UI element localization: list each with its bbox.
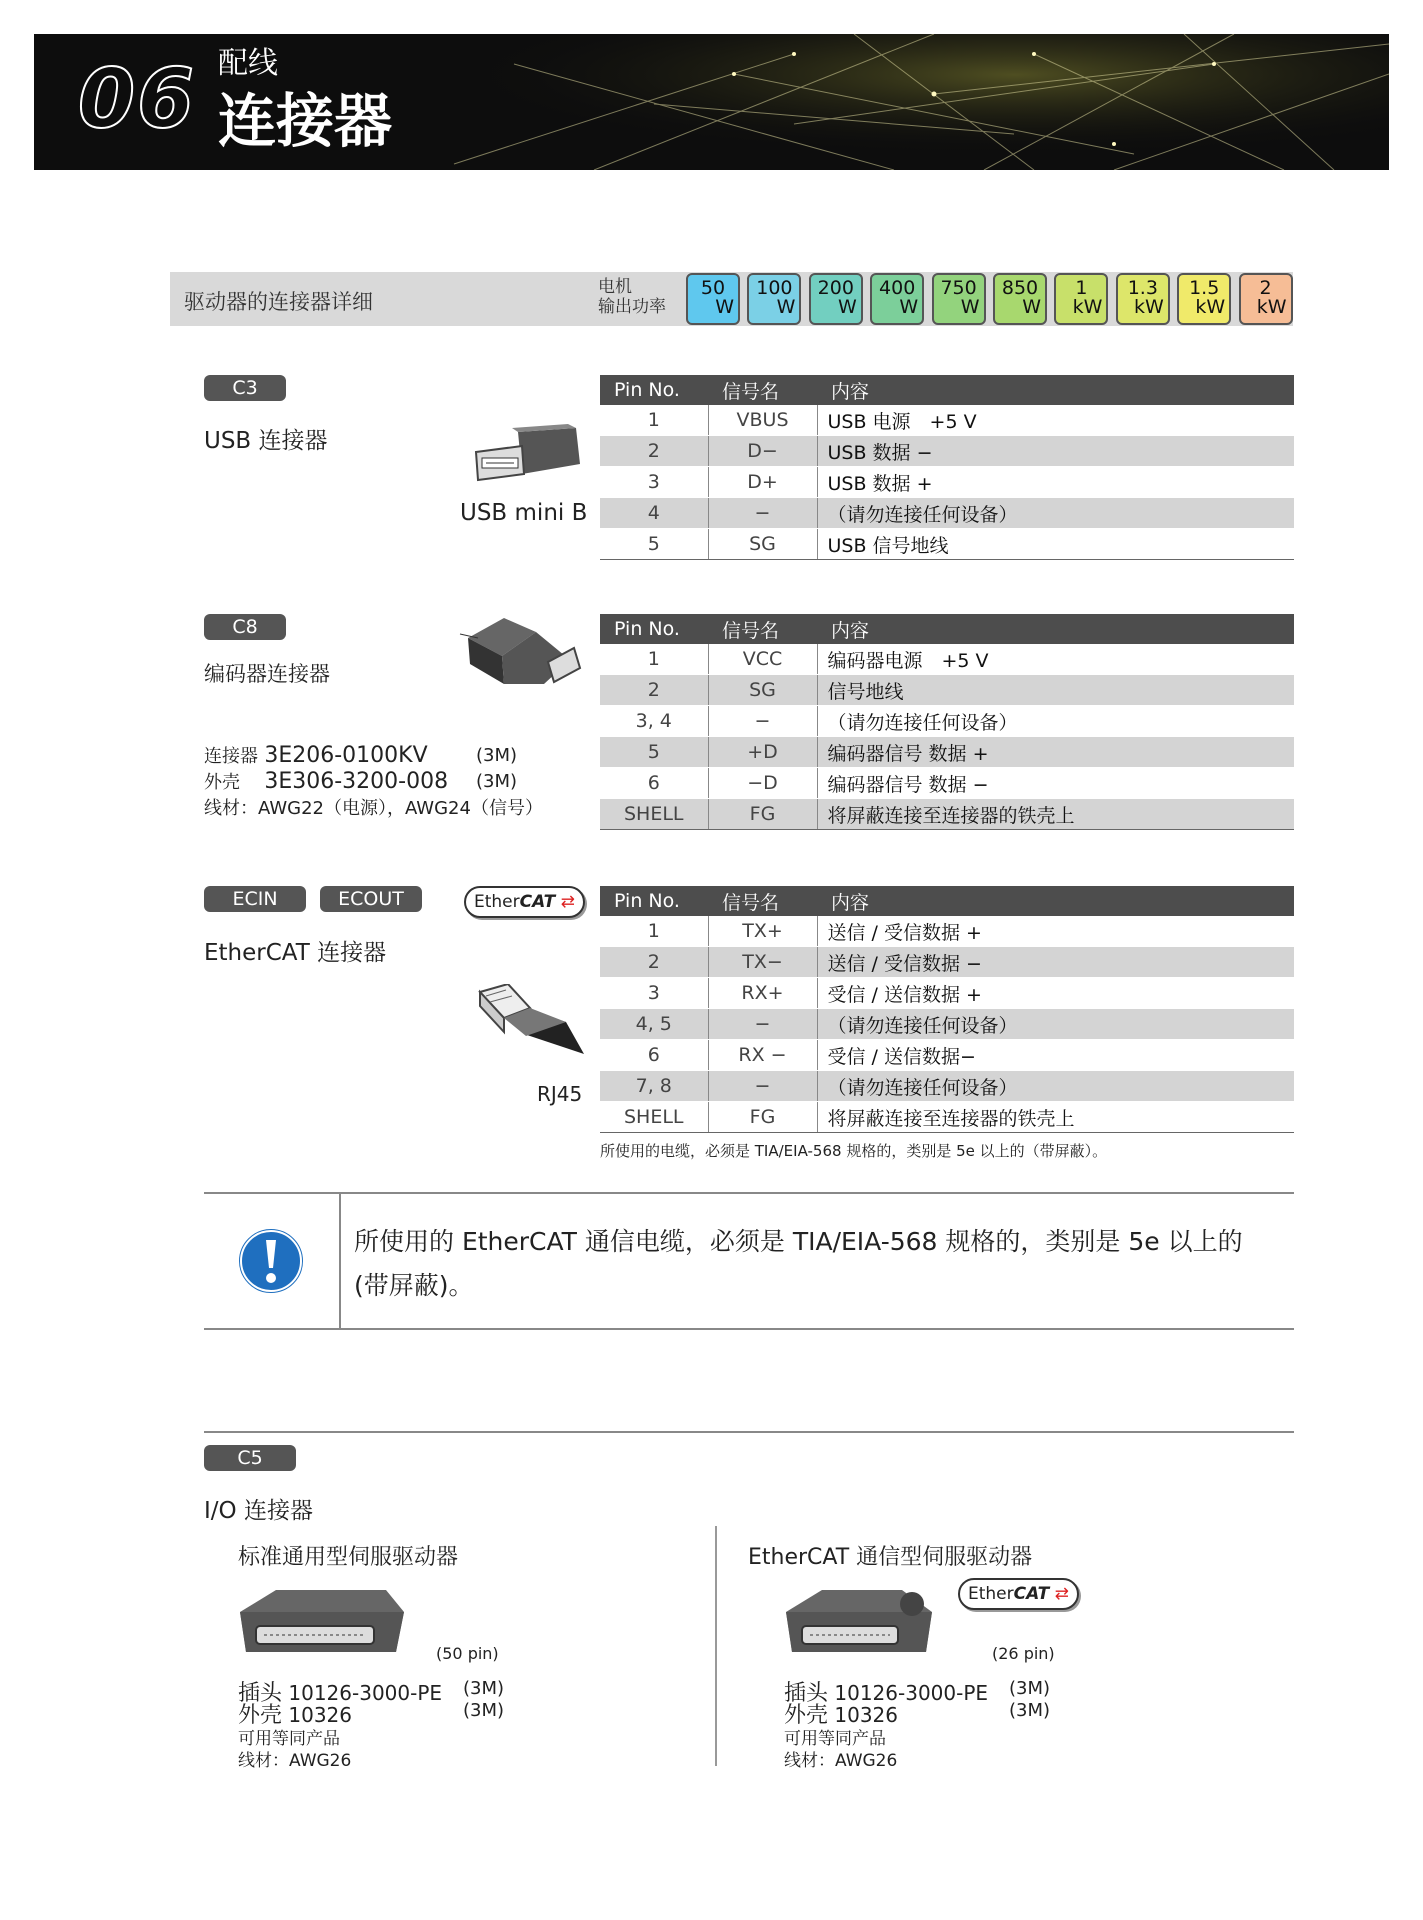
content-cell: 受信 / 送信数据 + — [817, 978, 1294, 1009]
power-unit: kW — [1256, 296, 1287, 318]
tag-c3: C3 — [204, 375, 286, 401]
signal-cell: −D — [708, 768, 817, 799]
table-row — [600, 675, 1294, 706]
ethercat-pin-table — [600, 886, 1294, 1133]
signal-cell: FG — [708, 799, 817, 830]
power-badge — [686, 273, 740, 325]
power-badge — [1116, 273, 1170, 325]
pin-no-cell: 5 — [600, 737, 708, 768]
signal-cell: TX− — [708, 947, 817, 978]
spec-value: 10326 — [834, 1703, 898, 1727]
section-subtitle: 配线 — [218, 46, 278, 81]
left-equiv: 可用等同产品 — [238, 1729, 340, 1749]
spec-value: 10126-3000-PE — [288, 1681, 443, 1705]
spec-value: 3E306-3200-008 — [264, 769, 449, 794]
col-pin-no: Pin No. — [600, 886, 708, 916]
encoder-connector-title: 编码器连接器 — [204, 662, 330, 686]
notice-bottom-rule — [204, 1328, 1294, 1330]
power-value: 1.3 — [1127, 277, 1158, 299]
encoder-spec-shell-maker: (3M) — [476, 771, 518, 792]
content-cell: USB 信号地线 — [817, 529, 1294, 560]
left-plug-maker: (3M) — [463, 1678, 505, 1699]
ethercat-connector-title: EtherCAT 连接器 — [204, 940, 387, 966]
ethercat-cable-note: 所使用的电缆，必须是 TIA/EIA-568 规格的，类别是 5e 以上的（带屏蔽）。 — [600, 1142, 1108, 1160]
signal-cell: − — [708, 498, 817, 529]
standard-drive-heading: 标准通用型伺服驱动器 — [238, 1545, 459, 1570]
content-cell: 将屏蔽连接至连接器的铁壳上 — [817, 1102, 1294, 1133]
right-wire: 线材：AWG26 — [784, 1751, 898, 1771]
power-value: 2 — [1259, 277, 1272, 299]
power-value: 200 — [817, 277, 854, 299]
signal-cell: D+ — [708, 467, 817, 498]
encoder-pin-table — [600, 614, 1294, 830]
signal-cell: − — [708, 1009, 817, 1040]
motor-label-line1: 电机 — [598, 277, 632, 297]
right-equiv: 可用等同产品 — [784, 1729, 886, 1749]
table-row — [600, 947, 1294, 978]
arrow-icon: ⇄ — [560, 892, 575, 912]
encoder-spec-connector — [204, 742, 428, 768]
logo-text-a: Ether — [968, 1584, 1014, 1604]
col-signal: 信号名 — [708, 614, 817, 644]
pin-no-cell: 7, 8 — [600, 1071, 708, 1102]
notice-text — [354, 1220, 1243, 1308]
content-cell: 编码器信号 数据 − — [817, 768, 1294, 799]
col-signal: 信号名 — [708, 375, 817, 405]
table-row — [600, 978, 1294, 1009]
section-number: 06 — [78, 52, 197, 147]
spec-value: 10126-3000-PE — [834, 1681, 989, 1705]
tag-ecin: ECIN — [204, 886, 306, 912]
pin-no-cell: 6 — [600, 768, 708, 799]
rj45-label: RJ45 — [537, 1082, 583, 1106]
power-unit: kW — [1072, 296, 1103, 318]
signal-cell: +D — [708, 737, 817, 768]
table-row — [600, 799, 1294, 830]
notice-line-1: 所使用的 EtherCAT 通信电缆，必须是 TIA/EIA-568 规格的，类别是 5e 以上的 — [354, 1227, 1243, 1256]
power-value: 50 — [700, 277, 726, 299]
table-row — [600, 706, 1294, 737]
encoder-wire-spec: 线材：AWG22（电源），AWG24（信号） — [204, 798, 543, 819]
usb-connector-title: USB 连接器 — [204, 428, 328, 454]
ethercat-drive-heading: EtherCAT 通信型伺服驱动器 — [748, 1545, 1033, 1570]
content-cell: 送信 / 受信数据 + — [817, 916, 1294, 947]
col-content: 内容 — [817, 375, 1294, 405]
power-value: 850 — [1001, 277, 1039, 299]
content-cell: （请勿连接任何设备） — [817, 706, 1294, 737]
col-pin-no: Pin No. — [600, 614, 708, 644]
exclamation-icon — [236, 1226, 306, 1296]
signal-cell: RX+ — [708, 978, 817, 1009]
arrow-icon: ⇄ — [1054, 1584, 1069, 1604]
usb-image-label: USB mini B — [460, 500, 588, 526]
tag-c5: C5 — [204, 1445, 296, 1471]
table-row — [600, 768, 1294, 799]
table-row — [600, 1009, 1294, 1040]
content-cell: 编码器电源 +5 V — [817, 644, 1294, 675]
c5-column-divider — [715, 1526, 717, 1766]
notice-top-rule — [204, 1192, 1294, 1194]
pin-no-cell: 2 — [600, 436, 708, 467]
ethercat-logo — [464, 886, 585, 918]
power-badge — [809, 273, 863, 325]
right-plug-maker: (3M) — [1009, 1678, 1051, 1699]
content-cell: （请勿连接任何设备） — [817, 1009, 1294, 1040]
notice-line-2: (带屏蔽)。 — [354, 1271, 474, 1300]
power-unit: kW — [1195, 296, 1226, 318]
table-row — [600, 405, 1294, 436]
power-unit: kW — [1134, 296, 1164, 318]
power-badge — [932, 273, 986, 325]
power-unit: W — [776, 296, 796, 318]
table-row — [600, 644, 1294, 675]
pin-no-cell: 1 — [600, 916, 708, 947]
right-pin-count: (26 pin) — [992, 1644, 1055, 1663]
table-row — [600, 1040, 1294, 1071]
signal-cell: VBUS — [708, 405, 817, 436]
pin-no-cell: 1 — [600, 405, 708, 436]
usb-pin-table — [600, 375, 1294, 560]
table-row — [600, 1102, 1294, 1133]
table-row — [600, 436, 1294, 467]
content-cell: （请勿连接任何设备） — [817, 1071, 1294, 1102]
spec-label: 插头 — [784, 1681, 829, 1706]
table-row — [600, 467, 1294, 498]
notice-divider — [339, 1192, 341, 1329]
content-cell: 编码器信号 数据 + — [817, 737, 1294, 768]
content-cell: USB 电源 +5 V — [817, 405, 1294, 436]
signal-cell: SG — [708, 675, 817, 706]
pin-no-cell: 4, 5 — [600, 1009, 708, 1040]
logo-text-b: CAT — [1013, 1584, 1050, 1604]
encoder-spec-shell — [204, 768, 448, 794]
pin-no-cell: 3, 4 — [600, 706, 708, 737]
power-value: 1.5 — [1189, 277, 1220, 299]
spec-label: 外壳 — [784, 1703, 829, 1728]
power-badge — [1239, 273, 1293, 325]
power-unit: W — [899, 296, 919, 318]
ethercat-logo — [958, 1578, 1079, 1610]
content-cell: USB 数据 − — [817, 436, 1294, 467]
pin-no-cell: 1 — [600, 644, 708, 675]
signal-cell: SG — [708, 529, 817, 560]
encoder-connector-image — [458, 612, 583, 702]
signal-cell: FG — [708, 1102, 817, 1133]
spec-label: 外壳 — [204, 772, 240, 793]
table-row — [600, 737, 1294, 768]
logo-text-b: CAT — [519, 892, 556, 912]
left-pin-count: (50 pin) — [436, 1644, 499, 1663]
content-cell: （请勿连接任何设备） — [817, 498, 1294, 529]
power-unit: W — [715, 296, 734, 318]
power-unit: W — [1022, 296, 1041, 318]
power-value: 400 — [879, 277, 916, 299]
content-cell: 将屏蔽连接至连接器的铁壳上 — [817, 799, 1294, 830]
pin-no-cell: SHELL — [600, 1102, 708, 1133]
spec-value: 3E206-0100KV — [264, 743, 428, 768]
io-connector-title: I/O 连接器 — [204, 1498, 313, 1524]
table-row — [600, 1071, 1294, 1102]
right-shell-maker: (3M) — [1009, 1700, 1051, 1721]
power-unit: W — [960, 296, 980, 318]
left-wire: 线材：AWG26 — [238, 1751, 352, 1771]
pin-no-cell: 4 — [600, 498, 708, 529]
pin-no-cell: SHELL — [600, 799, 708, 830]
tag-ecout: ECOUT — [320, 886, 422, 912]
power-value: 1 — [1075, 277, 1088, 299]
rj45-connector-image — [474, 984, 589, 1064]
spec-value: 10326 — [288, 1703, 352, 1727]
pin-no-cell: 5 — [600, 529, 708, 560]
pin-no-cell: 3 — [600, 467, 708, 498]
motor-label-line2: 输出功率 — [598, 297, 666, 317]
power-badge — [870, 273, 924, 325]
motor-output-label — [598, 277, 666, 317]
content-cell: USB 数据 + — [817, 467, 1294, 498]
power-value: 750 — [940, 277, 977, 299]
signal-cell: D− — [708, 436, 817, 467]
left-shell-maker: (3M) — [463, 1700, 505, 1721]
power-badge — [993, 273, 1047, 325]
io-26pin-connector-image — [782, 1582, 952, 1672]
io-50pin-connector-image — [236, 1582, 406, 1672]
signal-cell: TX+ — [708, 916, 817, 947]
power-badge — [747, 273, 801, 325]
encoder-spec-connector-maker: (3M) — [476, 745, 518, 766]
c5-top-rule — [204, 1431, 1294, 1433]
tag-c8: C8 — [204, 614, 286, 640]
col-signal: 信号名 — [708, 886, 817, 916]
col-pin-no: Pin No. — [600, 375, 708, 405]
pin-no-cell: 6 — [600, 1040, 708, 1071]
spec-label: 连接器 — [204, 746, 258, 767]
pin-no-cell: 3 — [600, 978, 708, 1009]
content-cell: 受信 / 送信数据− — [817, 1040, 1294, 1071]
signal-cell: RX − — [708, 1040, 817, 1071]
content-cell: 送信 / 受信数据 − — [817, 947, 1294, 978]
power-unit: W — [838, 296, 857, 318]
summary-label: 驱动器的连接器详细 — [184, 290, 373, 314]
signal-cell: − — [708, 706, 817, 737]
logo-text-a: Ether — [474, 892, 520, 912]
power-badge — [1054, 273, 1108, 325]
table-row — [600, 498, 1294, 529]
table-row — [600, 916, 1294, 947]
signal-cell: VCC — [708, 644, 817, 675]
col-content: 内容 — [817, 886, 1294, 916]
spec-label: 插头 — [238, 1681, 283, 1706]
content-cell: 信号地线 — [817, 675, 1294, 706]
usb-connector-image — [468, 424, 583, 494]
table-row — [600, 529, 1294, 560]
spec-label: 外壳 — [238, 1703, 283, 1728]
power-value: 100 — [756, 277, 793, 299]
section-title: 连接器 — [218, 87, 393, 155]
signal-cell: − — [708, 1071, 817, 1102]
pin-no-cell: 2 — [600, 675, 708, 706]
col-content: 内容 — [817, 614, 1294, 644]
power-badge — [1177, 273, 1231, 325]
pin-no-cell: 2 — [600, 947, 708, 978]
